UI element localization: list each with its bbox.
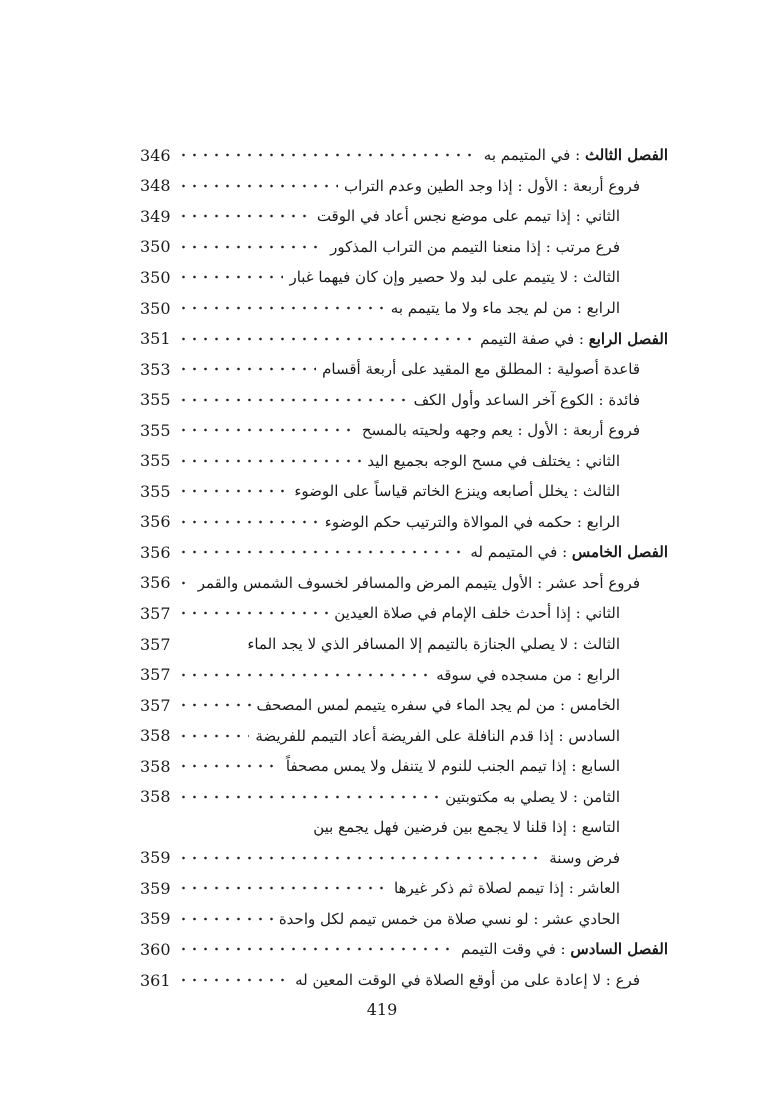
toc-entry xyxy=(140,659,668,690)
chapter-heading: الفصل الرابع xyxy=(588,329,668,348)
toc-entry-title: الثاني : يختلف في مسح الوجه بجميع اليد xyxy=(367,451,620,470)
toc-page-number: 359 xyxy=(140,909,171,929)
dot-leader xyxy=(178,856,543,860)
toc-entry xyxy=(140,354,668,385)
toc-page-number: 350 xyxy=(140,237,171,257)
toc-entry-title xyxy=(461,940,668,958)
toc-page-number: 346 xyxy=(140,145,171,165)
toc-entry xyxy=(140,171,668,202)
toc-entry xyxy=(140,201,668,232)
toc-entry-title: العاشر : إذا تيمم لصلاة ثم ذكر غيرها xyxy=(394,879,620,898)
toc-page-number: 353 xyxy=(140,359,171,379)
toc-entry-title: التاسع : إذا قلنا لا يجمع بين فرضين فهل يجمع بين xyxy=(313,818,620,837)
toc-page-number: 359 xyxy=(140,848,171,868)
chapter-subtitle: : في المتيمم به xyxy=(483,146,581,165)
toc-entry xyxy=(140,720,668,751)
toc-entry xyxy=(140,293,668,324)
toc-page-number: 356 xyxy=(140,542,171,562)
toc-entry xyxy=(140,781,668,812)
toc-entry xyxy=(140,568,668,599)
toc-page-number: 357 xyxy=(140,634,171,654)
toc-page-number: 360 xyxy=(140,939,171,959)
toc-entry xyxy=(140,537,668,568)
toc-entry-title: فرع : لا إعادة على من أوقع الصلاة في الوقت المعين له xyxy=(295,971,640,990)
toc-entry-title: الرابع : من مسجده في سوقه xyxy=(436,665,620,684)
toc-entry-title: الرابع : من لم يجد ماء ولا ما يتيمم به xyxy=(390,299,620,317)
dot-leader xyxy=(178,825,307,829)
toc-entry xyxy=(140,262,668,293)
toc-page-number: 355 xyxy=(140,451,171,471)
toc-entry xyxy=(140,415,668,446)
toc-page-number: 355 xyxy=(140,420,171,440)
toc-entry-title: الرابع : حكمه في الموالاة والترتيب حكم الوضوء xyxy=(324,512,620,531)
toc-entry-title: فرع مرتب : إذا منعنا التيمم من التراب المذكور xyxy=(330,237,620,256)
dot-leader xyxy=(178,947,455,951)
toc-entry-title: الثالث : لا يصلي الجنازة بالتيمم إلا المسافر الذي لا يجد الماء xyxy=(247,635,620,654)
toc-entry xyxy=(140,323,668,354)
toc-page-number: 357 xyxy=(140,665,171,685)
dot-leader xyxy=(178,611,328,615)
toc-entry-title: السابع : إذا تيمم الجنب للنوم لا يتنفل ولا يمس مصحفاً xyxy=(285,757,620,776)
page-number: 419 xyxy=(366,1000,398,1019)
toc-page-number: 356 xyxy=(140,573,171,593)
chapter-subtitle: : في المتيمم له xyxy=(470,543,568,562)
dot-leader xyxy=(178,795,439,799)
toc-page-number: 356 xyxy=(140,512,171,532)
toc-page-number: 357 xyxy=(140,603,171,623)
toc-entry xyxy=(140,934,668,965)
toc-page-number: 348 xyxy=(140,176,171,196)
toc-page-number: 359 xyxy=(140,878,171,898)
toc-entry xyxy=(140,965,668,996)
dot-leader xyxy=(178,153,478,157)
toc-entry-title: فروع أحد عشر : الأول يتيمم المرض والمسافر لخسوف الشمس والقمر xyxy=(197,573,640,592)
toc-entry-title: السادس : إذا قدم النافلة على الفريضة أعاد التيمم للفريضة xyxy=(255,726,620,745)
toc-page-number: 357 xyxy=(140,695,171,715)
toc-entry-title: قاعدة أصولية : المطلق مع المقيد على أربعة أقسام xyxy=(322,360,640,379)
toc-page-number: 355 xyxy=(140,481,171,501)
dot-leader xyxy=(178,184,338,188)
toc-entry-title: فروع أربعة : الأول : إذا وجد الطين وعدم التراب xyxy=(344,176,640,195)
dot-leader xyxy=(178,428,356,432)
toc-entry-title: الثامن : لا يصلي به مكتوبتين xyxy=(445,787,620,806)
dot-leader xyxy=(178,550,464,554)
toc-entry xyxy=(140,232,668,263)
dot-leader xyxy=(178,245,324,249)
toc-entry xyxy=(140,476,668,507)
dot-leader xyxy=(178,703,251,707)
toc-page-number: 350 xyxy=(140,267,171,287)
chapter-heading: الفصل الخامس xyxy=(571,543,668,562)
toc-entry xyxy=(140,507,668,538)
dot-leader xyxy=(178,367,316,371)
toc-entry-title: الثالث : يخلل أصابعه وينزع الخاتم قياساً على الوضوء xyxy=(294,482,620,501)
table-of-contents xyxy=(140,140,668,995)
dot-leader xyxy=(178,642,241,646)
toc-page-number: 358 xyxy=(140,726,171,746)
dot-leader xyxy=(178,581,192,585)
toc-entry xyxy=(140,445,668,476)
toc-page-number: 349 xyxy=(140,206,171,226)
toc-page-number: 361 xyxy=(140,970,171,990)
dot-leader xyxy=(178,214,311,218)
toc-entry xyxy=(140,812,668,843)
toc-entry-title: الثالث : لا يتيمم على لبد ولا حصير وإن كان فيهما غبار xyxy=(289,268,620,287)
toc-entry-title: فروع أربعة : الأول : يعم وجهه ولحيته بالمسح xyxy=(361,421,640,440)
toc-entry-title: فائدة : الكوع آخر الساعد وأول الكف xyxy=(413,390,640,409)
dot-leader xyxy=(178,764,280,768)
toc-entry xyxy=(140,690,668,721)
chapter-subtitle: : في وقت التيمم xyxy=(460,940,566,959)
toc-entry xyxy=(140,904,668,935)
chapter-heading: الفصل الثالث xyxy=(584,146,668,165)
toc-page-number: 350 xyxy=(140,298,171,318)
dot-leader xyxy=(178,520,319,524)
dot-leader xyxy=(178,886,388,890)
toc-entry-title: الثاني : إذا تيمم على موضع نجس أعاد في الوقت xyxy=(316,207,620,226)
chapter-heading: الفصل السادس xyxy=(570,940,668,959)
dot-leader xyxy=(178,306,385,310)
dot-leader xyxy=(178,275,283,279)
toc-entry-title xyxy=(480,330,668,348)
toc-entry xyxy=(140,140,668,171)
toc-entry-title xyxy=(484,146,668,164)
toc-entry xyxy=(140,873,668,904)
chapter-subtitle: : في صفة التيمم xyxy=(480,329,584,348)
dot-leader xyxy=(178,917,273,921)
toc-entry-title: الثاني : إذا أحدث خلف الإمام في صلاة العيدين xyxy=(334,604,620,623)
toc-entry xyxy=(140,751,668,782)
toc-entry-title: فرض وسنة xyxy=(549,848,620,867)
toc-page-number: 358 xyxy=(140,787,171,807)
toc-page-number: 358 xyxy=(140,756,171,776)
toc-entry xyxy=(140,843,668,874)
dot-leader xyxy=(178,337,474,341)
dot-leader xyxy=(178,978,289,982)
toc-entry xyxy=(140,629,668,660)
dot-leader xyxy=(178,489,288,493)
toc-entry xyxy=(140,598,668,629)
toc-page-number: 355 xyxy=(140,390,171,410)
toc-entry-title: الحادي عشر : لو نسي صلاة من خمس تيمم لكل واحدة xyxy=(278,909,620,928)
toc-entry xyxy=(140,384,668,415)
toc-entry-title xyxy=(470,543,668,561)
dot-leader xyxy=(178,398,408,402)
toc-page-number: 351 xyxy=(140,329,171,349)
dot-leader xyxy=(178,673,430,677)
toc-entry-title: الخامس : من لم يجد الماء في سفره يتيمم لمس المصحف xyxy=(256,696,620,715)
dot-leader xyxy=(178,734,249,738)
dot-leader xyxy=(178,459,361,463)
